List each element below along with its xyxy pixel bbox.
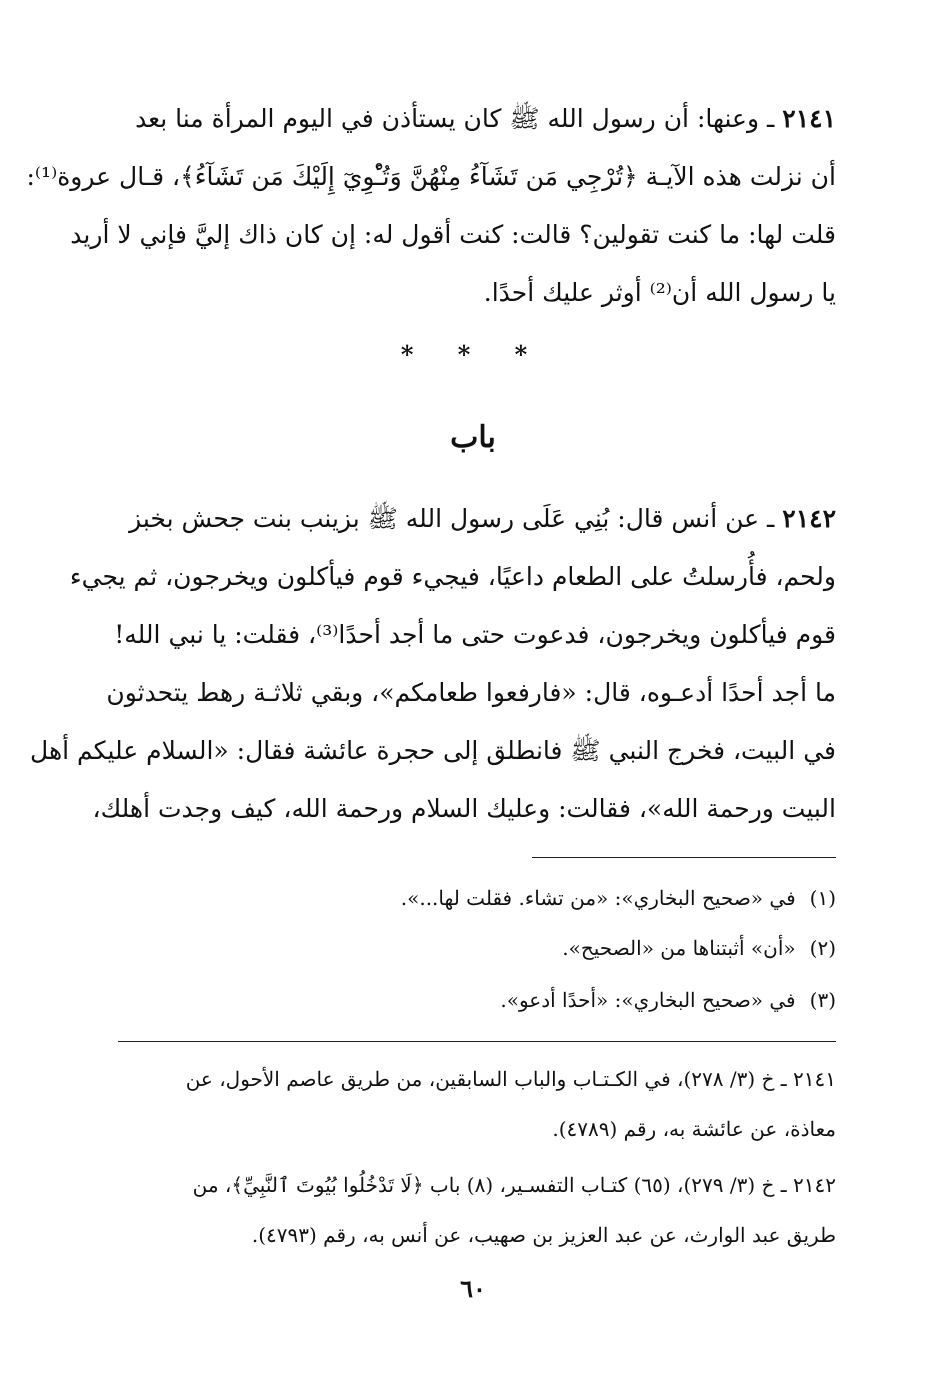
footnote-2 bbox=[118, 934, 836, 962]
section-title: باب bbox=[450, 420, 496, 455]
footnote-2-text: «أن» أثبتناها من «الصحيح». bbox=[562, 936, 796, 960]
hadith-2141-line-2: أن نزلت هذه الآيـة ﴿تُرْجِي مَن تَشَآءُ مِنْهُنَّ وَتُـْٔوِيٓ إِلَيْكَ مَن تَشَآءُ﴾، قـال عروة⁽¹⁾: bbox=[26, 162, 836, 191]
hadith-2142-line-5: في البيت، فخرج النبي ﷺ فانطلق إلى حجرة عائشة فقال: «السلام عليكم أهل bbox=[30, 736, 836, 765]
footnote-divider bbox=[532, 857, 836, 858]
hadith-2141-line-3: قلت لها: ما كنت تقولين؟ قالت: كنت أقول له: إن كان ذاك إليَّ فإني لا أريد bbox=[70, 220, 836, 249]
footnote-2-mark: (٢) bbox=[809, 936, 836, 960]
hadith-2141-line-4: يا رسول الله أن⁽²⁾ أوثر عليك أحدًا. bbox=[483, 278, 836, 307]
source-2141 bbox=[118, 1054, 836, 1154]
source-2142-line-1: ٢١٤٢ ـ خ (٣/ ٢٧٩)، (٦٥) كتـاب التفسـير، (٨) باب ﴿لَا تَدْخُلُوا بُيُوتَ ٱلنَّبِيِّ﴾، من bbox=[192, 1173, 836, 1197]
hadith-2142-paragraph bbox=[30, 490, 836, 838]
footnote-1 bbox=[118, 884, 836, 912]
sources-divider bbox=[118, 1041, 836, 1042]
hadith-2142-line-6: البيت ورحمة الله»، فقالت: وعليك السلام ورحمة الله، كيف وجدت أهلك، bbox=[92, 794, 836, 823]
hadith-2141-number: ٢١٤١ bbox=[782, 104, 836, 133]
source-2142-line-2: طريق عبد الوارث، عن عبد العزيز بن صهيب، عن أنس به، رقم (٤٧٩٣). bbox=[251, 1223, 836, 1247]
footnote-1-text: في «صحيح البخاري»: «من تشاء. فقلت لها...». bbox=[400, 886, 796, 910]
page-number: ٦٠ bbox=[460, 1274, 486, 1303]
hadith-2141-line-1: ٢١٤١ ـ وعنها: أن رسول الله ﷺ كان يستأذن في اليوم المرأة منا بعد bbox=[135, 104, 836, 133]
hadith-2142-line-4: ما أجد أحدًا أدعـوه، قال: «فارفعوا طعامكم»، وبقي ثلاثـة رهط يتحدثون bbox=[106, 678, 836, 707]
source-2141-line-2: معاذة، عن عائشة به، رقم (٤٧٨٩). bbox=[552, 1117, 836, 1141]
hadith-2142-line-2: ولحم، فأُرسلتُ على الطعام داعيًا، فيجيء قوم فيأكلون ويخرجون، ثم يجيء bbox=[69, 562, 836, 591]
footnote-3 bbox=[118, 986, 836, 1014]
section-divider-stars: * * * bbox=[400, 340, 546, 369]
footnote-1-mark: (١) bbox=[809, 886, 836, 910]
hadith-2141-paragraph bbox=[26, 90, 836, 322]
footnote-3-mark: (٣) bbox=[809, 988, 836, 1012]
hadith-2142-number: ٢١٤٢ bbox=[782, 504, 836, 533]
source-2141-line-1: ٢١٤١ ـ خ (٣/ ٢٧٨)، في الكـتـاب والباب السابقين، من طريق عاصم الأحول، عن bbox=[185, 1067, 836, 1091]
source-2142 bbox=[118, 1160, 836, 1260]
hadith-2142-line-1: ٢١٤٢ ـ عن أنس قال: بُنِي عَلَى رسول الله ﷺ بزينب بنت جحش بخبز bbox=[129, 504, 836, 533]
hadith-2142-line-3: قوم فيأكلون ويخرجون، فدعوت حتى ما أجد أحدًا⁽³⁾، فقلت: يا نبي الله! bbox=[114, 620, 836, 649]
footnote-3-text: في «صحيح البخاري»: «أحدًا أدعو». bbox=[500, 988, 796, 1012]
